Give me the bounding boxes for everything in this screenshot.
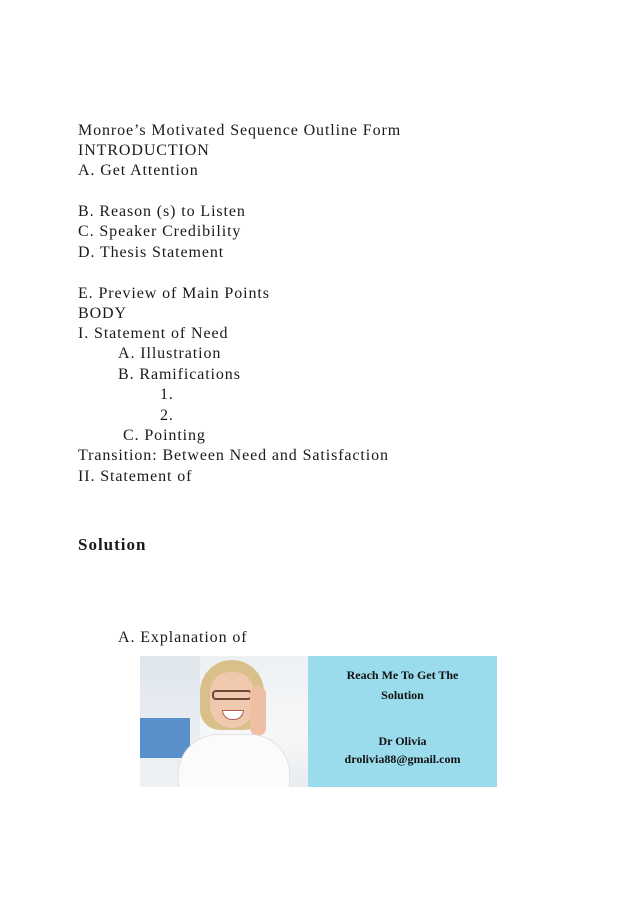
item-preview-main-points: E. Preview of Main Points — [78, 285, 270, 302]
item-speaker-credibility: C. Speaker Credibility — [78, 223, 242, 240]
item-get-attention: A. Get Attention — [78, 162, 199, 179]
contact-advertisement[interactable] — [140, 656, 497, 787]
subsubitem-2: 2. — [160, 407, 174, 424]
subitem-explanation-of: A. Explanation of — [118, 629, 248, 646]
subsubitem-1: 1. — [160, 386, 174, 403]
item-reasons-to-listen: B. Reason (s) to Listen — [78, 203, 246, 220]
item-statement-of: II. Statement of — [78, 468, 193, 485]
contact-info-panel — [308, 656, 497, 787]
woman-photo — [140, 656, 308, 787]
item-thesis-statement: D. Thesis Statement — [78, 244, 225, 261]
subitem-ramifications: B. Ramifications — [118, 366, 241, 383]
item-transition: Transition: Between Need and Satisfaction — [78, 447, 389, 464]
subitem-pointing: C. Pointing — [123, 427, 206, 444]
ad-contact-name: Dr Olivia — [378, 734, 427, 748]
outline-title: Monroe’s Motivated Sequence Outline Form — [78, 122, 402, 139]
heading-solution: Solution — [78, 535, 147, 554]
ad-contact-email[interactable]: drolivia88@gmail.com — [344, 752, 461, 766]
section-introduction: INTRODUCTION — [78, 142, 210, 159]
subitem-illustration: A. Illustration — [118, 345, 222, 362]
ad-line-1: Reach Me To Get The — [346, 668, 459, 682]
section-body: BODY — [78, 305, 127, 322]
ad-line-2: Solution — [381, 688, 424, 702]
item-statement-of-need: I. Statement of Need — [78, 325, 229, 342]
